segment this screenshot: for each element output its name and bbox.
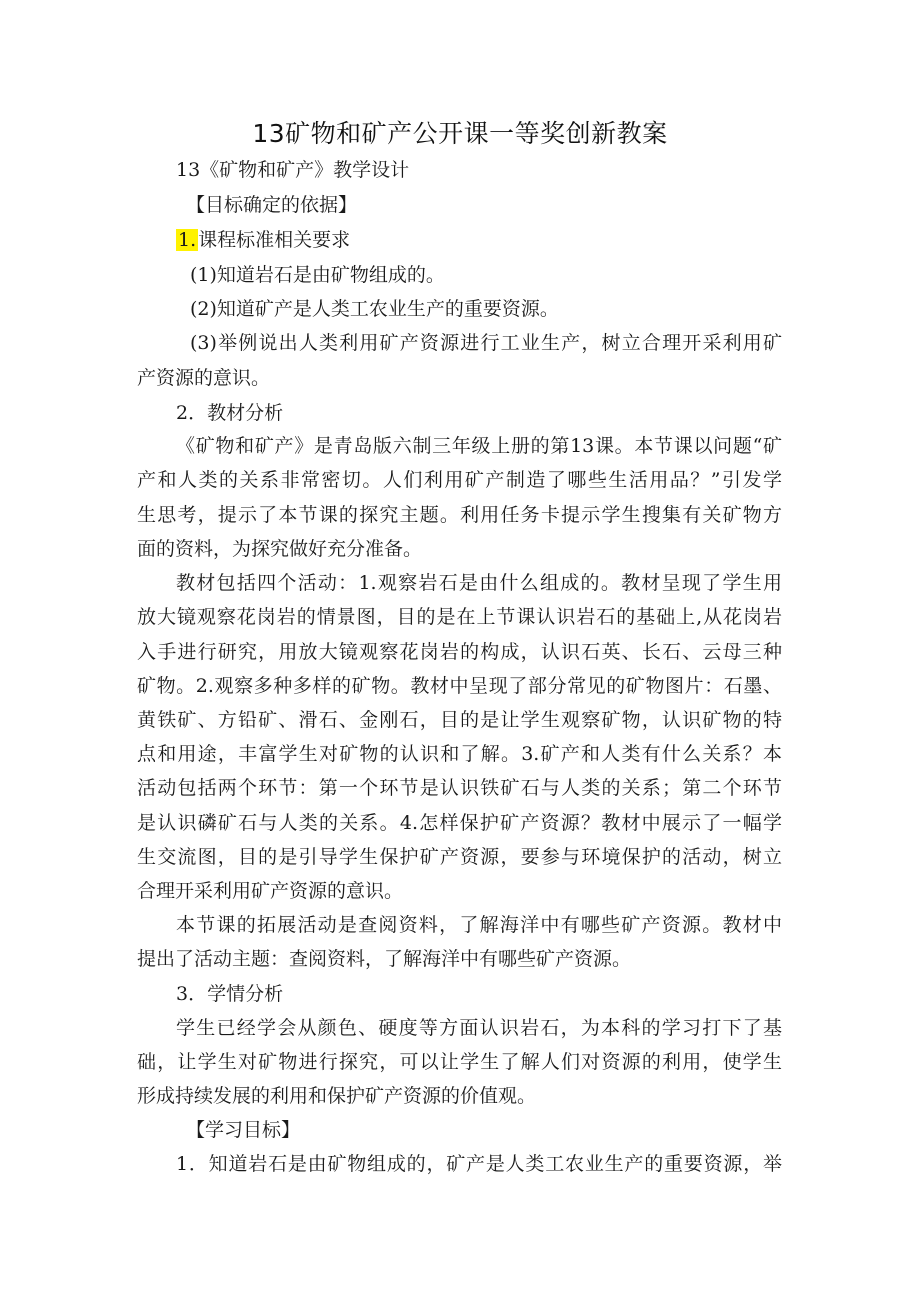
requirement-3-line-1: (3)举例说出人类利用矿产资源进行工业生产，树立合理开采利用矿	[190, 332, 782, 354]
item-1-number-highlight: 1.	[178, 229, 197, 251]
item-1-heading	[176, 228, 350, 252]
learner-analysis-line-2: 础，让学生对矿物进行探究，可以让学生了解人们对资源的利用，使学生	[137, 1051, 782, 1073]
activities-line-5: 黄铁矿、方铅矿、滑石、金刚石，目的是让学生观察矿物，认识矿物的特	[137, 709, 782, 731]
extension-line-2: 提出了活动主题：查阅资料，了解海洋中有哪些矿产资源。	[137, 948, 632, 970]
textbook-analysis-line-2: 产和人类的关系非常密切。人们利用矿产制造了哪些生活用品？”引发学	[137, 469, 782, 491]
requirement-3-line-2: 产资源的意识。	[137, 367, 271, 389]
goal-1-line-1: 1．知道岩石是由矿物组成的，矿产是人类工农业生产的重要资源，举	[176, 1153, 782, 1175]
item-1-text: 课程标准相关要求	[198, 229, 351, 251]
activities-line-10: 合理开采利用矿产资源的意识。	[137, 880, 404, 902]
item-2-heading: 2．教材分析	[176, 402, 284, 424]
learner-analysis-line-1: 学生已经学会从颜色、硬度等方面认识岩石，为本科的学习打下了基	[176, 1017, 782, 1039]
item-3-heading: 3．学情分析	[176, 983, 284, 1005]
section-goals-heading: 【学习目标】	[186, 1119, 301, 1141]
extension-line-1: 本节课的拓展活动是查阅资料，了解海洋中有哪些矿产资源。教材中	[176, 914, 782, 936]
activities-line-6: 点和用途，丰富学生对矿物的认识和了解。3.矿产和人类有什么关系？本	[137, 743, 782, 765]
activities-line-9: 生交流图，目的是引导学生保护矿产资源，要参与环境保护的活动，树立	[137, 846, 782, 868]
activities-line-8: 是认识磷矿石与人类的关系。4.怎样保护矿产资源？教材中展示了一幅学	[137, 812, 782, 834]
activities-line-2: 放大镜观察花岗岩的情景图，目的是在上节课认识岩石的基础上,从花岗岩	[137, 606, 782, 628]
lesson-design-heading: 13《矿物和矿产》教学设计	[176, 159, 410, 181]
textbook-analysis-line-1: 《矿物和矿产》是青岛版六制三年级上册的第13课。本节课以问题“矿	[176, 435, 782, 457]
learner-analysis-line-3: 形成持续发展的利用和保护矿产资源的价值观。	[137, 1085, 537, 1107]
document-title: 13矿物和矿产公开课一等奖创新教案	[252, 119, 668, 148]
activities-line-7: 活动包括两个环节：第一个环节是认识铁矿石与人类的关系；第二个环节	[137, 777, 782, 799]
activities-line-1: 教材包括四个活动：1.观察岩石是由什么组成的。教材呈现了学生用	[176, 572, 782, 594]
requirement-2: (2)知道矿产是人类工农业生产的重要资源。	[190, 298, 559, 320]
textbook-analysis-line-3: 生思考，提示了本节课的探究主题。利用任务卡提示学生搜集有关矿物方	[137, 504, 782, 526]
section-basis-heading: 【目标确定的依据】	[186, 194, 358, 216]
activities-line-4: 矿物。2.观察多种多样的矿物。教材中呈现了部分常见的矿物图片：石墨、	[137, 675, 782, 697]
requirement-1: (1)知道岩石是由矿物组成的。	[190, 264, 445, 286]
textbook-analysis-line-4: 面的资料，为探究做好充分准备。	[137, 538, 423, 560]
activities-line-3: 入手进行研究，用放大镜观察花岗岩的构成，认识石英、长石、云母三种	[137, 641, 782, 663]
